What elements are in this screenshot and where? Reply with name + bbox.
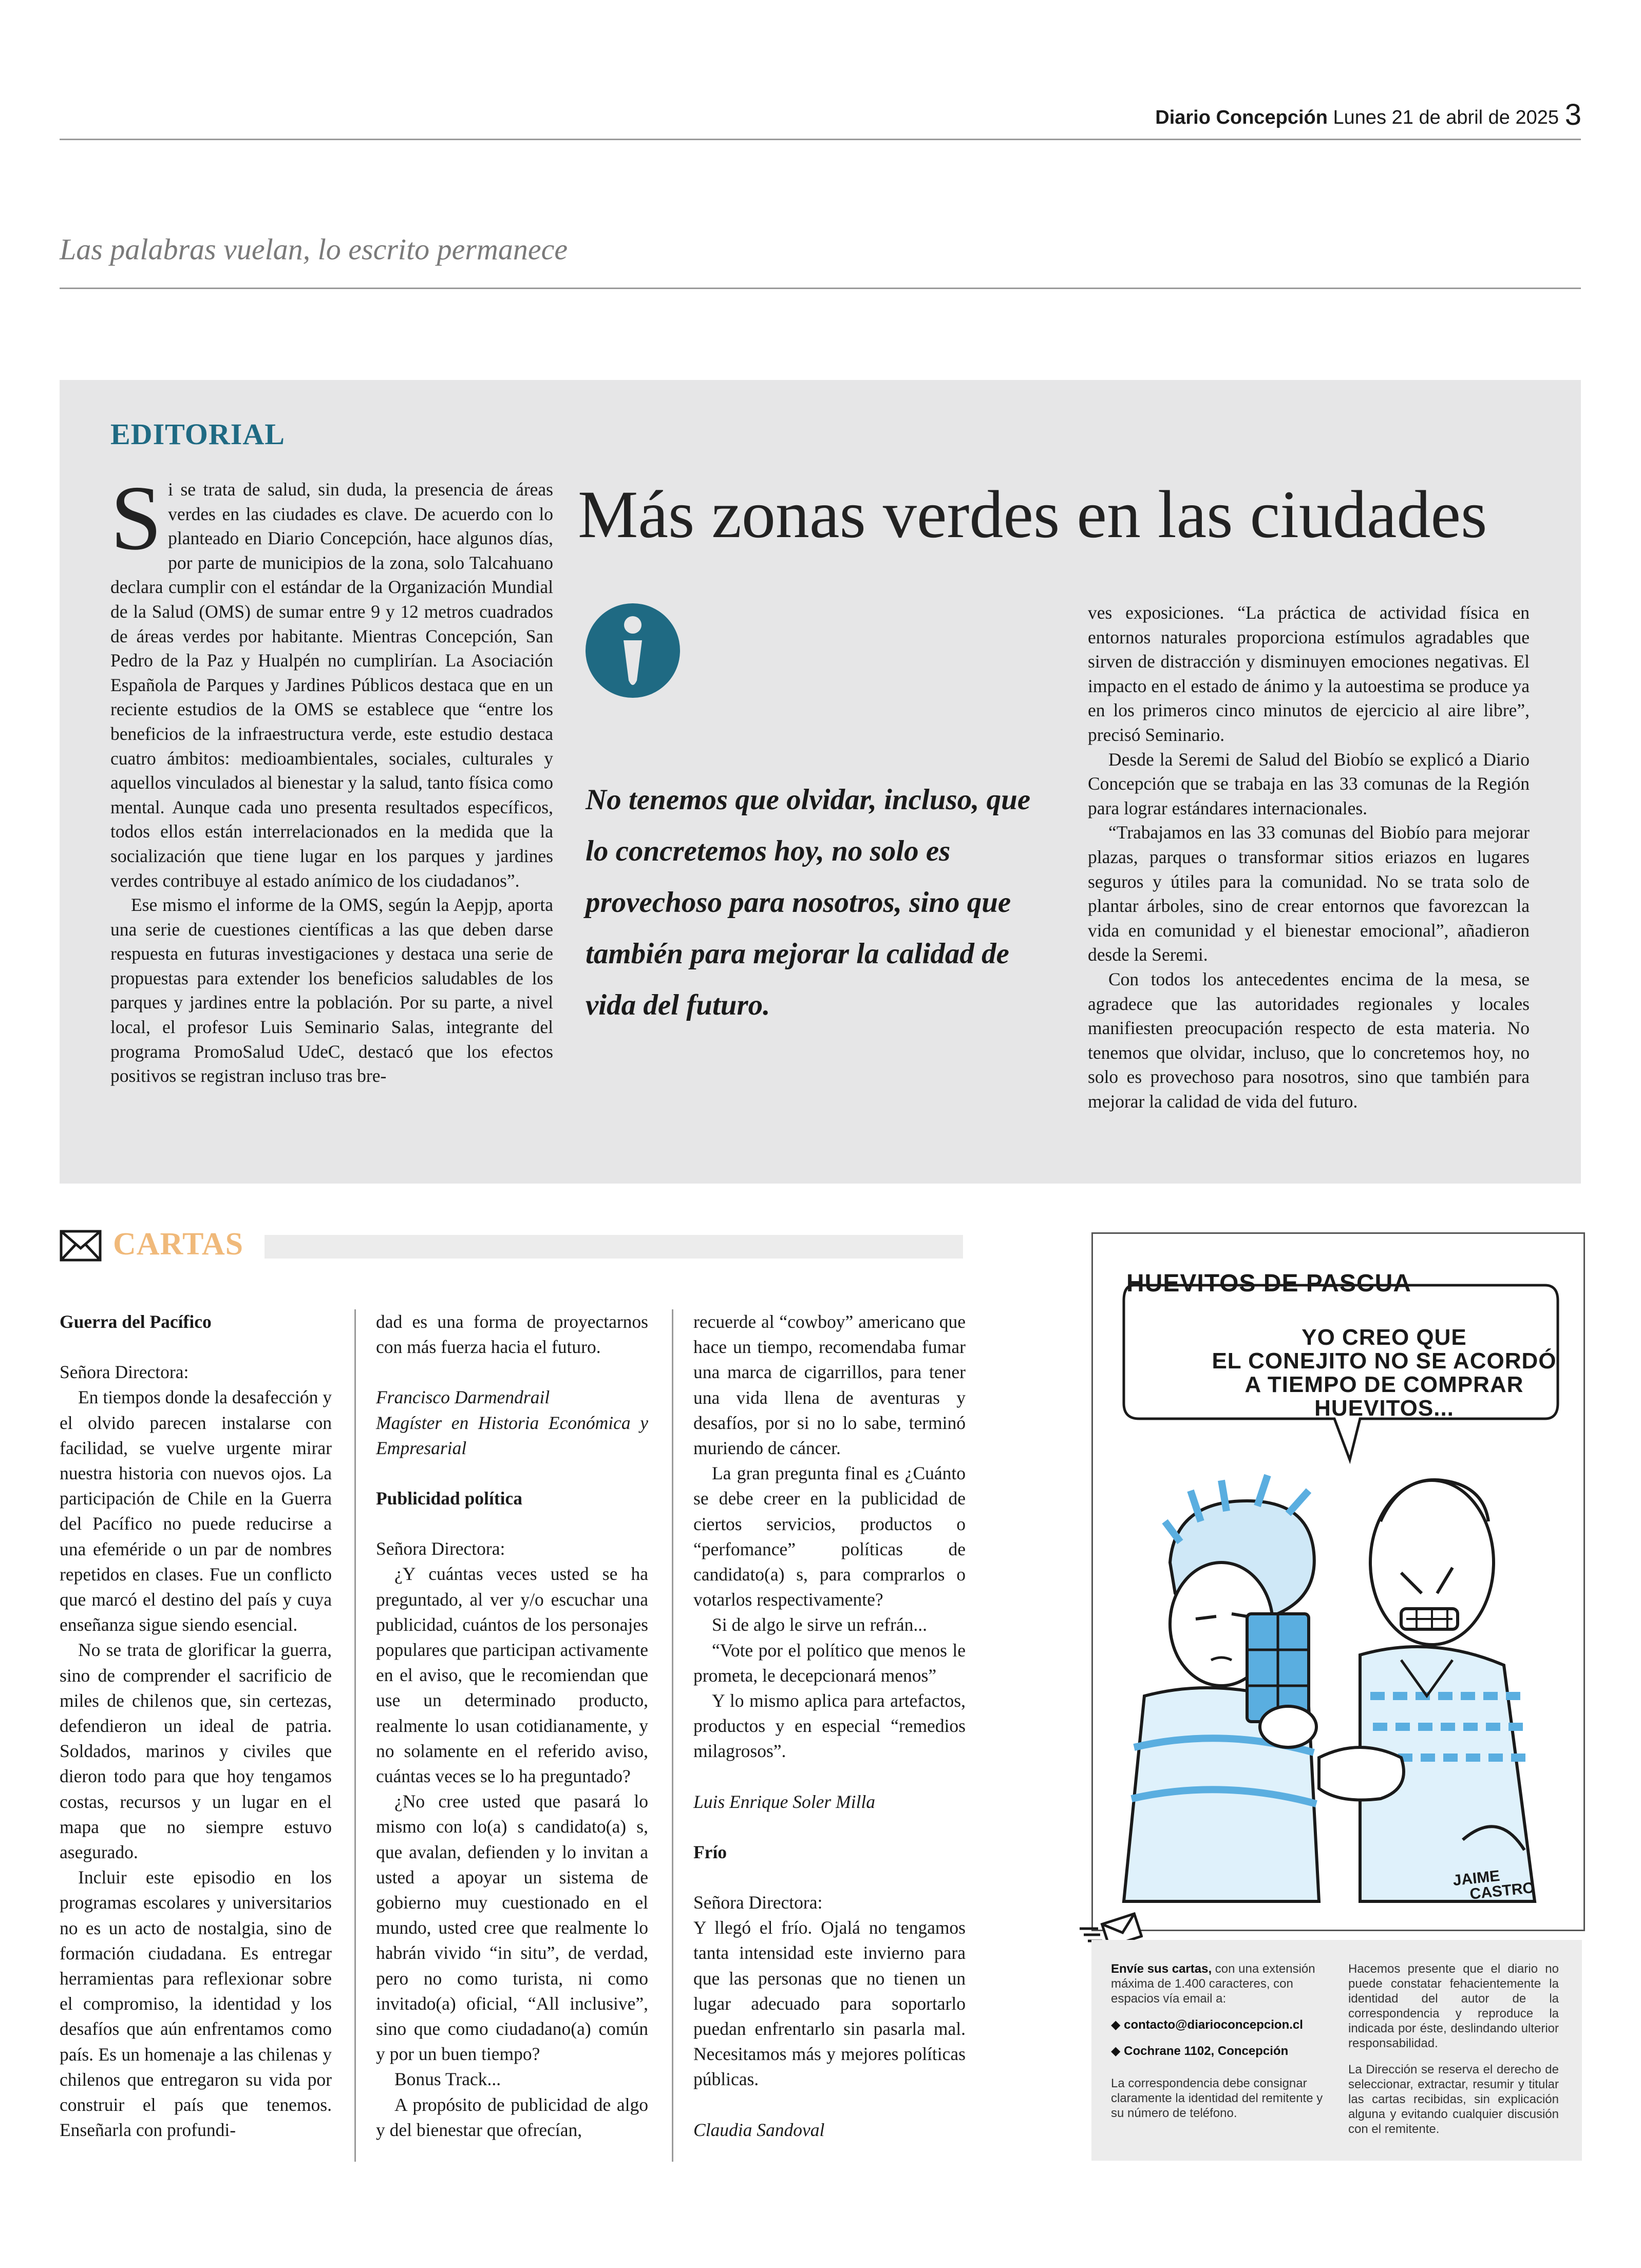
letter-paragraph: No se trata de glorificar la guerra, sino de comprender el sacrificio de miles de chilenos que, sin certezas, defendieron un ideal de patria. Soldados, marinos y civiles que dieron todo para que hoy tengamos costas, recursos y un lugar en el mapa que no siempre estuvo asegurado. [60,1640,332,1863]
letters-column-2 [376,1309,648,2143]
letter-signature-name: Luis Enrique Soler Milla [693,1791,876,1812]
letter-salutation: Señora Directora: [693,1892,823,1913]
editorial-label: EDITORIAL [110,417,285,451]
editorial-headline: Más zonas verdes en las ciudades [578,477,1487,552]
contact-note: La correspondencia debe consignar claramente la identidad del remitente y su número de teléfono. [1111,2076,1323,2120]
editorial-paragraph: Desde la Seremi de Salud del Biobío se explicó a Diario Concepción que se trabaja en las 33 comunas de la Región para lograr estándares internacionales. [1088,749,1530,818]
letter-signature-role: Magíster en Historia Económica y Empresarial [376,1412,648,1458]
letter-signature-name: Francisco Darmendrail [376,1387,550,1408]
editorial-column-3 [1088,601,1530,1130]
disclaimer-identity: Hacemos presente que el diario no puede constatar fehacientemente la identidad del autor de la correspondencia y reproduce la indicada por éste, deslindando ulterior responsabilidad. [1348,1962,1559,2050]
letter-paragraph: Bonus Track... [394,2069,501,2090]
letter-paragraph: Y llegó el frío. Ojalá no tengamos tanta intensidad este invierno para que las personas que no tienen un lugar adecuado para soportarlo puedan enfrentarlo sin pasarla mal. Necesitamos más y mejores políticas públicas. [693,1917,966,2090]
section-tagline: Las palabras vuelan, lo escrito permanece [60,233,568,266]
letter-paragraph: Si de algo le sirve un refrán... [712,1614,927,1635]
bubble-text-line: YO CREO QUE [1302,1325,1467,1350]
editorial-pull-quote: No tenemos que olvidar, incluso, que lo concretemos hoy, no solo es provechoso para nosotros, sino que también para mejorar la calidad de vida del futuro. [586,784,1031,1021]
bubble-text-line: EL CONEJITO NO SE ACORDÓ [1212,1348,1557,1374]
letter-paragraph: Incluir este episodio en los programas escolares y universitarios no es un acto de nostalgia, sino de formación ciudadana. Es entregar herramientas para reflexionar sobre el compromiso, la identidad y los desafíos que aún enfrentamos como país. Es un homenaje a las chilenas y chilenos que entregaron su vida por construir el país que tenemos. Enseñarla con profundi- [60,1867,332,2141]
info-icon [586,603,680,698]
letter-salutation: Señora Directora: [376,1538,505,1559]
cartoon-title: HUEVITOS DE PASCUA [1126,1270,1411,1297]
page-number: 3 [1564,98,1581,131]
contact-address: ◆ Cochrane 1102, Concepción [1111,2044,1289,2058]
tagline-divider [60,288,1581,289]
column-divider [672,1309,673,2162]
cartoonist-signature: JAIME CASTRO [1452,1867,1536,1903]
hand-icon [1319,1747,1404,1800]
editorial-column-1 [110,467,553,1135]
letter-paragraph: En tiempos donde la desafección y el olvido parecen instalarse con facilidad, se vuelve urgente mirar nuestra historia con nuevos ojos. La participación de Chile en la Guerra del Pacífico no puede reducirse a una efeméride o un par de nombres repetidos en clases. Fue un conflicto que marcó el destino del país y cuya enseñanza sigue siendo esencial. [60,1387,332,1635]
letter-title: Publicidad política [376,1488,523,1509]
brand-name: Diario Concepción [1155,107,1328,128]
bubble-text-line: HUEVITOS... [1314,1396,1454,1421]
editorial-paragraph: Ese mismo el informe de la OMS, según la Aepjp, aporta una serie de cuestiones científicas a las que deben darse respuesta en futuras investigaciones y destaca una serie de propuestas para extender los beneficios saludables de los parques y jardines entre la población. Por su parte, a nivel local, el profesor Luis Seminario Salas, integrante del programa PromoSalud UdeC, destacó que los efectos positivos se registran incluso tras bre- [110,894,553,1087]
contact-info [1111,1961,1332,2121]
letter-paragraph: “Vote por el político que menos le prometa, le decepcionará menos” [693,1640,966,1686]
header-brand-date [1155,107,1559,129]
editorial-paragraph: Si se trata de salud, sin duda, la presencia de áreas verdes en las ciudades es clave. De acuerdo con lo planteado en Diario Concepción, hace algunos días, por parte de municipios de la zona, solo Talcahuano declara cumplir con el estándar de la Organización Mundial de la Salud (OMS) de sumar entre 9 y 12 metros cuadrados de áreas verdes por habitante. Mientras Concepción, San Pedro de la Paz y Hualpén no cumplirían. La Asociación Española de Parques y Jardines Públicos destaca que en un reciente estudios de la OMS se establece que “entre los beneficios de la infraestructura verde, este estudio destaca cuatro ámbitos: medioambientales, sociales, culturales y aquellos vinculados al bienestar y la salud, tanto física como mental. Aunque cada uno presenta resultados específicos, todos ellos están interrelacionados en la medida que la socialización que tiene lugar en los parques y jardines verdes contribuye al estado anímico de los ciudadanos”. [110,467,553,891]
letters-column-3 [693,1309,966,2143]
letter-paragraph: A propósito de publicidad de algo y del bienestar que ofrecían, [376,2094,648,2140]
editorial-paragraph: ves exposiciones. “La práctica de actividad física en entornos naturales proporciona estímulos agradables que sirven de distracción y disminuyen emociones negativas. El impacto en el estado de ánimo y la autoestima se produce ya en los primeros cinco minutos de ejercicio al aire libre”, precisó Seminario. [1088,602,1530,745]
letter-paragraph: Y lo mismo aplica para artefactos, productos y en especial “remedios milagrosos”. [693,1690,966,1762]
drop-cap: S [110,467,162,569]
disclaimer-editing: La Dirección se reserva el derecho de seleccionar, extractar, resumir y titular las cartas recibidas, sin explicación alguna y evitando cualquier discusión con el remitente. [1348,2063,1559,2136]
letter-title: Frío [693,1841,727,1862]
editorial-paragraph: Con todos los antecedentes encima de la mesa, se agradece que las autoridades regionales y locales manifiesten preocupación respecto de esta materia. No tenemos que olvidar, incluso, que lo concretemos hoy, no solo es provechoso para nosotros, sino que también para mejorar la calidad de vida del futuro. [1088,968,1530,1112]
contact-email[interactable]: ◆ contacto@diarioconcepcion.cl [1111,2018,1303,2032]
letter-paragraph-continued: recuerde al “cowboy” americano que hace un tiempo, recomendaba fumar una marca de cigarrillos, para tener una vida llena de aventuras y desafíos, por si no lo sabe, terminó muriendo de cáncer. [693,1311,966,1459]
letter-paragraph: La gran pregunta final es ¿Cuánto se debe creer en la publicidad de ciertos servicios, productos o “perfomance” políticas de candidato(a) s, para comprarlos o votarlos respectivamente? [693,1463,966,1610]
contact-disclaimer [1348,1961,1559,2137]
editorial-paragraph: “Trabajamos en las 33 comunas del Biobío para mejorar plazas, parques o transformar sitios eriazos en lugares seguros y útiles para la comunidad. No se trata solo de plantar árboles, sino de crear entornos que favorezcan la vida en comunidad y el bienestar emocional”, añadieron desde la Seremi. [1088,822,1530,965]
letter-title: Guerra del Pacífico [60,1311,212,1332]
issue-date: Lunes 21 de abril de 2025 [1333,107,1559,128]
bubble-text-line: A TIEMPO DE COMPRAR [1244,1372,1524,1397]
letter-paragraph: ¿Y cuántas veces usted se ha preguntado, al ver y/o escuchar una publicidad, cuántos de los personajes populares que participan activamente en el aviso, que le recomiendan que use un determinado producto, realmente lo usan cotidianamente, y no solamente en el referido aviso, cuántas veces se lo ha preguntado? [376,1564,648,1787]
column-divider [354,1309,356,2162]
contact-instructions: Envíe sus cartas, con una extensión máxima de 1.400 caracteres, con espacios vía email a: [1111,1962,1315,2006]
cartas-header-bar [265,1235,963,1259]
man-figure-icon [1360,1480,1535,1901]
letter-paragraph: ¿No cree usted que pasará lo mismo con lo(a) s candidato(a) s, que avalan, defienden y lo invitan a usted a apoyar un sistema de gobierno muy cuestionado en el mundo, usted cree que realmente lo habrán vivido “in situ”, de verdad, pero no como turista, ni como invitado(a) oficial, “All inclusive”, sino que como ciudadano(a) común y por un buen tiempo? [376,1791,648,2065]
letters-column-1 [60,1309,332,2143]
letter-salutation: Señora Directora: [60,1362,189,1383]
letter-signature-name: Claudia Sandoval [693,2119,825,2140]
cartas-label: CARTAS [113,1227,244,1262]
envelope-icon [60,1230,102,1262]
letter-paragraph-continued: dad es una forma de proyectarnos con más fuerza hacia el futuro. [376,1311,648,1358]
